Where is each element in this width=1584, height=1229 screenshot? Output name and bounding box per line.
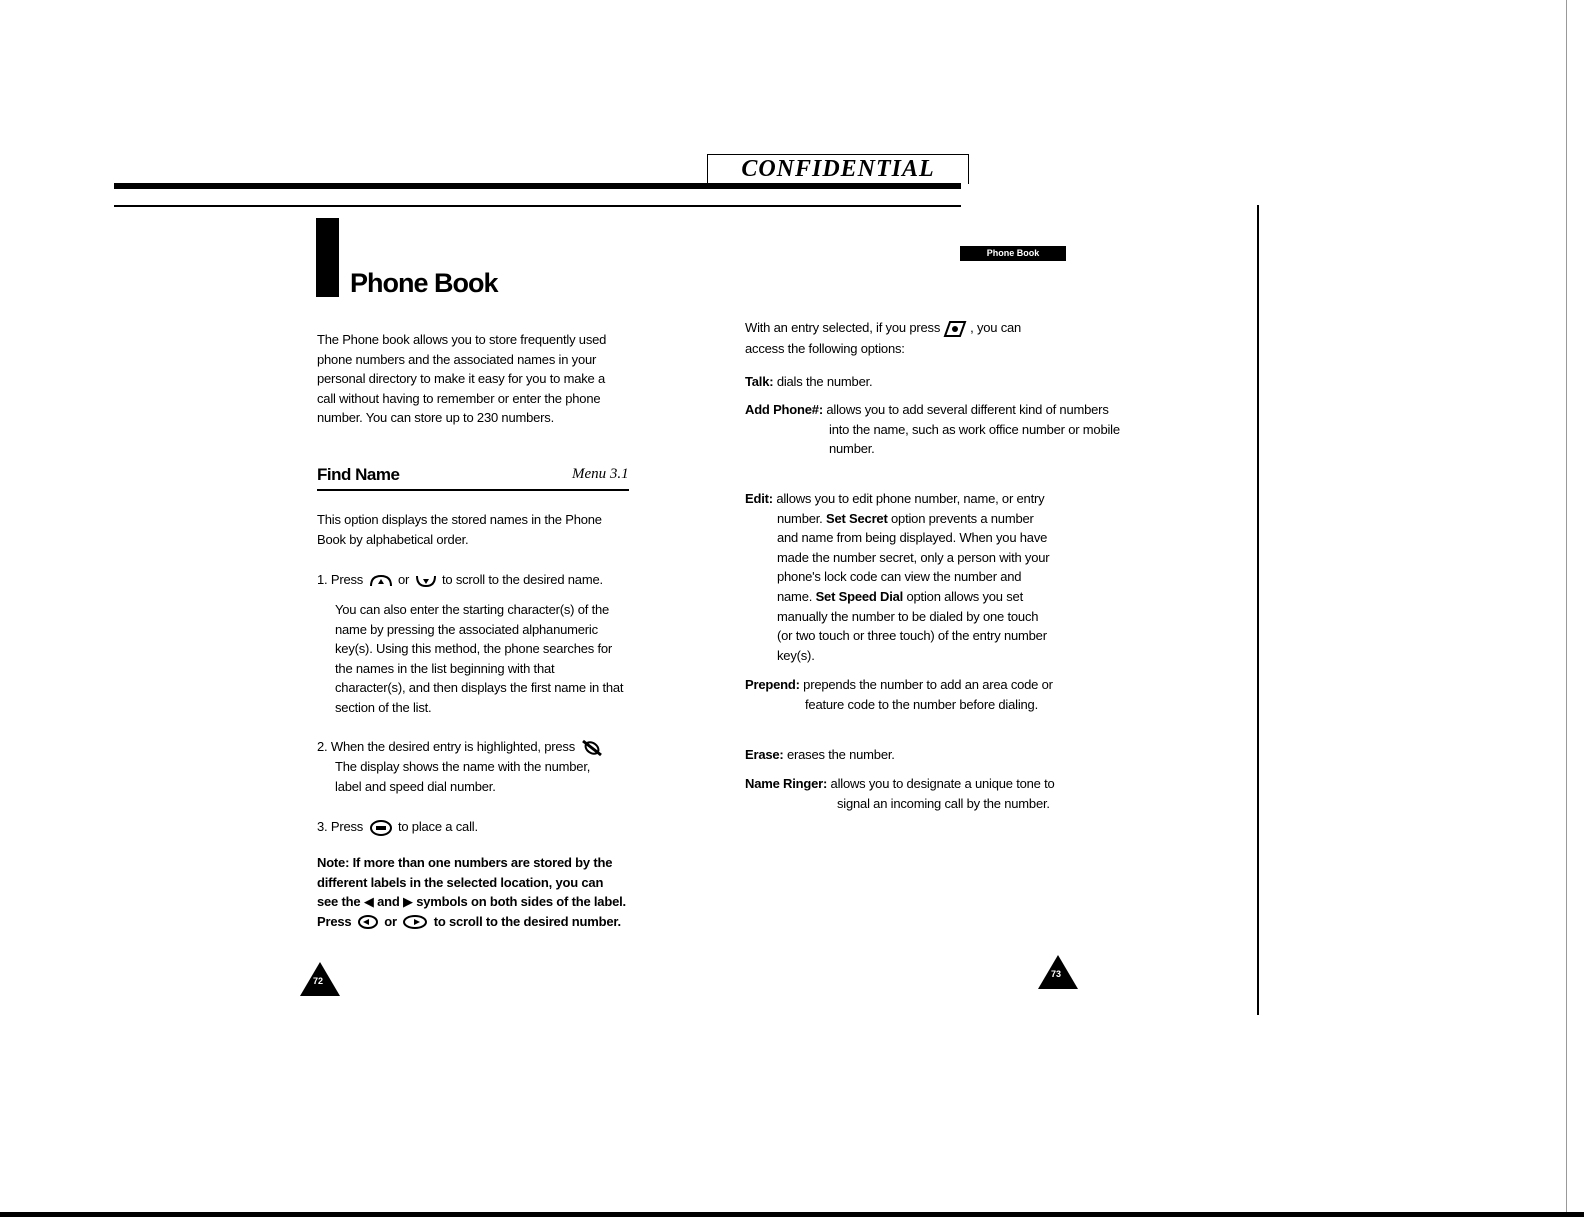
section-title: Find Name (317, 465, 400, 484)
step-1-text-b: or (397, 572, 410, 587)
option-edit-label: Edit: (745, 491, 773, 506)
page-number-right-icon (1038, 955, 1078, 989)
option-add-text: allows you to add several different kind of numbers into the name, such as work office number or mobile number. (826, 402, 1120, 457)
option-erase-label: Erase: (745, 747, 784, 762)
note-and: and (377, 894, 400, 910)
scan-right-edge (1566, 0, 1567, 1212)
step-2 (317, 737, 627, 758)
step-1-text-c: to scroll to the desired name. (441, 572, 603, 587)
right-margin-rule (1257, 205, 1259, 1015)
note-text-c: to scroll to the desired number. (433, 913, 621, 929)
menu-key-icon (942, 319, 968, 339)
section-intro: This option displays the stored names in the Phone Book by alphabetical order. (317, 512, 602, 547)
down-key-icon (415, 574, 437, 588)
step-number: 3. (317, 819, 328, 834)
up-key-icon (369, 574, 393, 588)
intro-paragraph: The Phone book allows you to store frequently used phone numbers and the associated names in your personal directory to make it easy for you to make a call without having to remember or enter the phone number. You can store up to 230 numbers. (317, 332, 607, 426)
right-intro (745, 318, 1045, 358)
step-1-detail: You can also enter the starting character(s) of the name by pressing the associated alphanumeric key(s). Using this method, the phone searches for the names in the list beginning with that character(s), and then displays the first name in that section of the list. (335, 602, 624, 715)
step-1 (317, 570, 637, 590)
note-label: Note: (317, 855, 350, 870)
option-talk-text: dials the number. (776, 374, 873, 389)
set-speed-dial-label: Set Speed Dial (815, 588, 904, 604)
scan-bottom-edge (0, 1212, 1584, 1217)
right-scroll-key-icon (402, 914, 428, 930)
note-text-a: If more than one numbers are stored by the different labels in the selected location, you can see the (317, 855, 613, 910)
option-talk (745, 372, 1055, 392)
option-talk-label: Talk: (745, 374, 774, 389)
option-edit (745, 489, 1055, 665)
option-prepend-text: prepends the number to add an area code or feature code to the number before dialing. (803, 677, 1053, 712)
note-text-b: symbols on both sides of the label. Press (317, 894, 626, 929)
note-paragraph (317, 853, 627, 931)
title-bar-decoration (316, 218, 339, 297)
left-arrow-icon: ◀ (363, 894, 374, 910)
note-or: or (384, 913, 397, 929)
step-3-text-b: to place a call. (397, 819, 478, 834)
page-number-left: 72 (313, 976, 324, 986)
right-arrow-icon: ▶ (403, 894, 413, 910)
option-erase (745, 745, 1055, 765)
send-key-icon (369, 819, 393, 837)
option-erase-text: erases the number. (786, 747, 895, 762)
menu-reference: Menu 3.1 (572, 466, 629, 482)
step-number: 1. (317, 572, 328, 587)
page-title: Phone Book (350, 268, 498, 298)
option-edit-text-c: option allows you set manually the number to be dialed by one touch (or two touch or three touch) of the entry number key(s). (777, 588, 1047, 663)
step-2-text-a: When the desired entry is highlighted, press (330, 739, 575, 754)
step-3-text-a: Press (330, 819, 364, 834)
step-1-text-a: Press (330, 572, 364, 587)
page-number-right: 73 (1051, 969, 1062, 979)
option-ringer-label: Name Ringer: (745, 776, 828, 791)
option-edit-text-a: allows you to edit phone number, name, or entry number. (776, 491, 1045, 526)
left-scroll-key-icon (357, 914, 379, 930)
confidential-label: CONFIDENTIAL (707, 154, 969, 184)
option-add-phone (745, 400, 1129, 459)
section-badge: Phone Book (960, 246, 1066, 261)
option-name-ringer (745, 774, 1060, 813)
option-prepend-label: Prepend: (745, 677, 800, 692)
step-number: 2. (317, 739, 328, 754)
option-ringer-text: allows you to designate a unique tone to signal an incoming call by the number. (830, 776, 1055, 811)
option-edit-text-b: option prevents a number and name from being displayed. When you have made the number secret, only a person with your phone's lock code can view the number and name. (777, 510, 1050, 604)
right-intro-a: With an entry selected, if you press (745, 320, 941, 335)
step-2-detail: The display shows the name with the number, label and speed dial number. (335, 759, 591, 794)
option-add-label: Add Phone#: (745, 402, 823, 417)
step-3 (317, 817, 627, 837)
section-rule (317, 489, 629, 491)
page-number-left-icon (300, 962, 340, 996)
header-rule-thin (114, 205, 961, 207)
option-prepend (745, 675, 1055, 714)
ok-key-icon (580, 738, 604, 758)
right-intro-b: , you can access the following options: (745, 320, 1022, 356)
set-secret-label: Set Secret (826, 510, 888, 526)
